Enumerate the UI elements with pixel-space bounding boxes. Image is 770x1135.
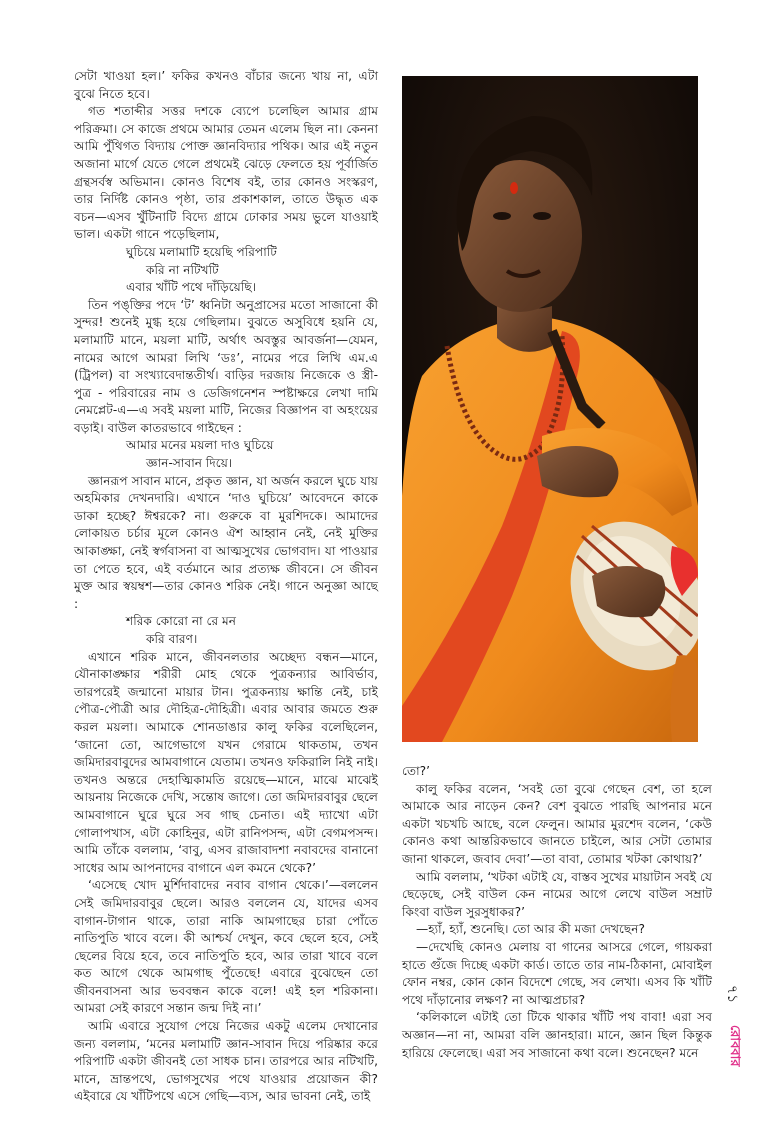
- paragraph: জ্ঞানরূপ সাবান মানে, প্রকৃত জ্ঞান, যা অর্জন করলে ঘুচে যায় অহমিকার দেখনদারি। এখানে ‘দাও ঘুচিয়ে’ আবেদনে কাকে ডাকা হচ্ছে? ঈশ্বরকে? না। গুরুকে বা মুরশিদকে। আমাদের লোকায়ত চর্চার মূলে কোনও ঐশ আহ্বান নেই, নেই মুক্তির আকাঙ্ক্ষা, নেই স্বর্গবাসনা বা আত্মসুখের ভোগবাদ। যা পাওয়ার তা পেতে হবে, এই বর্তমানে আর প্রত্যক্ষ জীবনে। সে জীবন মুক্ত আর স্বয়ম্বশ—তার কোনও শরিক নেই। গানে অনুজ্ঞা আছে :: [74, 473, 378, 611]
- photo-baul-singer: [402, 76, 698, 742]
- verse-line: জ্ঞান-সাবান দিয়ে।: [146, 456, 233, 471]
- paragraph: তিন পঙ্‌ক্তির পদে ‘ট’ ধ্বনিটা অনুপ্রাসের মতো সাজানো কী সুন্দর! শুনেই মুগ্ধ হয়ে গেছিলাম। বুঝতে অসুবিধে হয়নি যে, মলামাটি মানে, ময়লা মাটি, অর্থাৎ অবস্তুর আবর্জনা—যেমন, নামের আগে আমরা লিখি ‘ডঃ’, নামের পরে লিখি এম.এ (ট্রিপল) বা সংখ্যাবেদান্ততীর্থ। বাড়ির দরজায় নিজেকে ও স্ত্রী-পুত্র - পরিবারের নাম ও ডেজিগনেশন স্পষ্টাক্ষরে লেখা দামি নেমপ্লেট-এ—এ সবই ময়লা মাটি, নিজের বিজ্ঞাপন বা অহংয়ের বড়াই। বাউল কাতরভাবে গাইছেন :: [74, 297, 378, 435]
- paragraph: তো?’: [402, 764, 430, 778]
- verse-line: করি না নটিখটি: [146, 262, 219, 277]
- left-text-column: [74, 68, 378, 1106]
- magazine-name: রোববার: [727, 1025, 742, 1067]
- paragraph: ‘কলিকালে এটাই তো টিকে থাকার খাঁটি পথ বাবা! এরা সব অজ্ঞান—না না, আমরা বলি জ্ঞানহারা। মানে, জ্ঞান ছিল কিন্তুক হারিয়ে ফেলেছে। এরা সব সাজানো কথা বলে। শুনেছেন? মনে: [402, 1010, 712, 1060]
- paragraph: আমি এবারে সুযোগ পেয়ে নিজের একটু এলেম দেখানোর জন্য বললাম, ‘মনের মলামাটি জ্ঞান-সাবান দিয়ে পরিষ্কার করে পরিপাটি একটা জীবনই তো সাধক চান। তারপরে আর নটিখটি, মানে, ভ্রান্তপথে, ভোগসুখের পথে যাওয়ার প্রয়োজন কী? এইবারে যে খাঁটিপথে এসে গেছি—ব্যস, আর ভাবনা নেই, তাই: [74, 1019, 378, 1104]
- paragraph: —হ্যাঁ, হ্যাঁ, শুনেছি। তো আর কী মজা দেখছেন?: [416, 922, 646, 937]
- paragraph: কালু ফকির বলেন, ‘সবই তো বুঝে গেছেন বেশ, তা হলে আমাকে আর নাড়েন কেন? বেশ বুঝতে পারছি আপনার মনে একটা খচখচি আছে, বলে ফেলুন। আমার মুরশেদ বলেন, ‘কেউ কোনও কথা আন্তরিকভাবে জানতে চাইলে, আর সেটা তোমার জানা থাকলে, জবাব দেবা’—তা বাবা, তোমার খটকা কোথায়?’: [402, 781, 712, 866]
- verse-line: আমার মনের ময়লা দাও ঘুচিয়ে: [126, 438, 274, 453]
- paragraph: গত শতাব্দীর সত্তর দশকে ব্যেপে চলেছিল আমার গ্রাম পরিক্রমা। সে কাজে প্রথমে আমার তেমন এলেম ছিল না। কেননা আমি পুঁথিগত বিদ্যায় পোক্ত জ্ঞানবিদ্যার পথিক। আর এই নতুন অজানা মার্গে যেতে গেলে প্রথমেই ঝেড়ে ফেলতে হয় পূর্বার্জিত গ্রন্থসর্বস্ব অভিমান। কোনও বিশেষ বই, তার কোনও সংস্করণ, তার নির্দিষ্ট কোনও পৃষ্ঠা, তার প্রকাশকাল, তাতে উদ্ধৃত এক বচন—এসব খুঁটিনাটি বিদ্যে গ্রামে ঢোকার সময় ভুলে যাওয়াই ভাল। একটা গানে পড়েছিলাম,: [74, 104, 378, 242]
- paragraph: সেটা খাওয়া হল।’ ফকির কখনও বাঁচার জন্যে খায় না, এটা বুঝে নিতে হবে।: [74, 69, 378, 101]
- verse-line: ঘুচিয়ে মলামাটি হয়েছি পরিপাটি: [126, 244, 277, 259]
- page-folio: [722, 985, 748, 1077]
- right-text-column: [402, 763, 712, 1062]
- paragraph: এখানে শরিক মানে, জীবনলতার অচ্ছেদ্য বন্ধন—মানে, যৌনাকাঙ্ক্ষার শরীরী মোহ থেকে পুত্রকন্যার আবির্ভাব, তারপরেই জন্মানো মায়ার টান। পুত্রকন্যায় ক্ষান্তি নেই, চাই পৌত্র-পৌত্রী আর দৌহিত্র-দৌহিত্রী। এবার আবার জমতে শুরু করল ময়লা। আমাকে শোনডাঙার কালু ফকির বলেছিলেন, ‘জানো তো, আগেভাগে যখন গেরামে থাকতাম, তখন জমিদারবাবুদের আমবাগানে যেতাম। তখনও ফকিরালি নিই নাই। তখনও অন্তরে দেহাত্মিকামতি রয়েছে—মানে, মাঝে মাঝেই আয়নায় নিজেকে দেখি, সন্তোষ জাগে। তো জমিদারবাবুর ছেলে আমবাগানে ঘুরে ঘুরে সব গাছ চেনাত। এই দ্যাখো এটা গোলাপখাস, এটা কোহিনুর, এটা রানিপসন্দ, এটা বেগমপসন্দ। আমি তাঁকে বললাম, ‘বাবু, এসব রাজাবাদশা নবাবদের বানানো সাধের আম আপনাদের বাগানে এল কমনে থেকে?’: [74, 649, 378, 875]
- baul-singer-illustration: [402, 76, 698, 742]
- verse-line: এবার খাঁটি পথে দাঁড়িয়েছি।: [126, 280, 257, 295]
- paragraph: —দেখেছি কোনও মেলায় বা গানের আসরে গেলে, গায়করা হাতে গুঁজে দিচ্ছে একটা কার্ড। তাতে তার নাম-ঠিকানা, মোবাইল ফোন নম্বর, কোন কোন বিদেশে গেছে, সব লেখা। এসব কি খাঁটি পথে দাঁড়ানোর লক্ষণ? না আত্মপ্রচার?: [402, 939, 712, 1007]
- paragraph: ‘এসেছে খোদ মুর্শিদাবাদের নবাব বাগান থেকে।’—বললেন সেই জমিদারবাবুর ছেলে। আরও বললেন যে, যাদের এসব বাগান-টাগান থাকে, তারা নাকি আমগাছের চারা পোঁতে নাতিপুতি খাবে বলে। কী আশ্চর্য দেখুন, কবে ছেলে হবে, সেই ছেলের বিয়ে হবে, তবে নাতিপুতি হবে, আর তারা খাবে বলে কত আগে থেকে আমগাছ পুঁতেছে! এবারে বুঝেছেন তো জীবনবাসনা আর ভববন্ধন কাকে বলে! এই হল শরিকানা। আমরা সেই কারণে সন্তান জন্ম দিই না।’: [74, 878, 378, 1016]
- verse-line: শরিক কোরো না রে মন: [126, 614, 237, 629]
- verse-line: করি বারণ।: [146, 632, 198, 646]
- paragraph: আমি বললাম, ‘খটকা এটাই যে, বাস্তব সুখের মায়াটান সবই যে ছেড়েছে, সেই বাউল কেন নামের আগে লেখে বাউল সম্রাট কিংবা বাউল সুরসুধাকর?’: [402, 869, 712, 919]
- page-number: ৭১: [724, 985, 740, 1004]
